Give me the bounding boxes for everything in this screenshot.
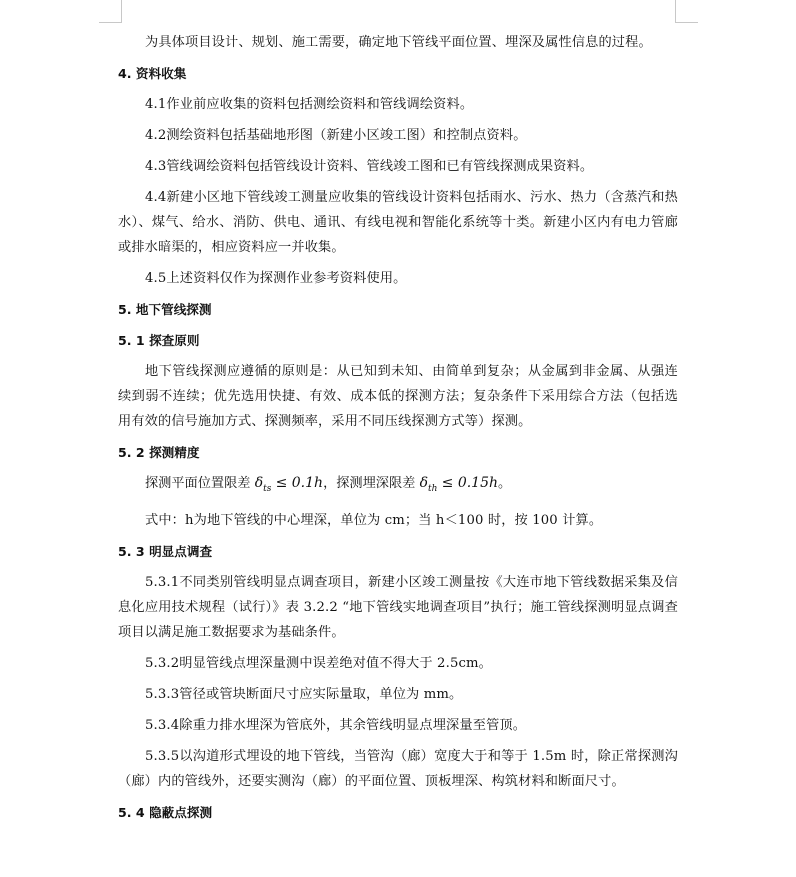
paragraph-5-3-1: 5.3.1不同类别管线明显点调查项目，新建小区竣工测量按《大连市地下管线数据采集及信息化应用技术规程（试行）》表 3.2.2 “地下管线实地调查项目”执行；施工管线探测明显点调查项目以满足施工数据要求为基础条件。 <box>118 574 678 640</box>
heading-5-4: 5. 4 隐蔽点探测 <box>118 804 213 820</box>
heading-5-1: 5. 1 探查原则 <box>118 333 200 348</box>
paragraph-4-1: 4.1作业前应收集的资料包括测绘资料和管线调绘资料。 <box>145 97 474 112</box>
formula-prefix: 探测平面位置限差 <box>145 476 251 491</box>
formula-symbol-1: $\delta_{ts}$ <box>254 475 272 494</box>
paragraph-4-4: 4.4新建小区地下管线竣工测量应收集的管线设计资料包括雨水、污水、热力（含蒸汽和热水）、煤气、给水、消防、供电、通讯、有线电视和智能化系统等十类。新建小区内有电力管廊或排水暗渠的，相应资料应一并收集。 <box>118 190 678 255</box>
formula-subscript-1: ts <box>263 483 272 494</box>
document-body <box>118 30 678 831</box>
formula-expression-1: ≤ 0.1h <box>275 475 324 491</box>
formula-end: 。 <box>498 476 512 491</box>
formula-expression-2: ≤ 0.15h <box>441 475 499 491</box>
formula-subscript-2: th <box>428 483 438 494</box>
paragraph-5-3-4: 5.3.4除重力排水埋深为管底外，其余管线明显点埋深量至管顶。 <box>145 717 527 733</box>
paragraph-5-1: 地下管线探测应遵循的原则是：从已知到未知、由简单到复杂；从金属到非金属、从强连续到弱不连续；优先选用快捷、有效、成本低的探测方法；复杂条件下采用综合方法（包括选用有效的信号施加方式、探测频率，采用不同压线探测方式等）探测。 <box>118 364 678 429</box>
paragraph-4-2: 4.2测绘资料包括基础地形图（新建小区竣工图）和控制点资料。 <box>145 128 527 143</box>
paragraph-5-3-2: 5.3.2明显管线点埋深量测中误差绝对值不得大于 2.5cm。 <box>145 655 493 671</box>
heading-5: 5. 地下管线探测 <box>118 302 212 317</box>
formula-line <box>118 471 678 502</box>
formula-middle: ，探测埋深限差 <box>323 476 416 491</box>
paragraph-5-3-3: 5.3.3管径或管块断面尺寸应实际量取，单位为 mm。 <box>145 686 463 702</box>
heading-5-3: 5. 3 明显点调查 <box>118 543 213 559</box>
heading-4: 4. 资料收集 <box>118 66 187 81</box>
paragraph-4-3: 4.3管线调绘资料包括管线设计资料、管线竣工图和已有管线探测成果资料。 <box>145 159 594 174</box>
formula-symbol-2: $\delta_{th}$ <box>419 475 438 494</box>
heading-5-2: 5. 2 探测精度 <box>118 445 200 460</box>
paragraph-5-2-note: 式中：h为地下管线的中心埋深，单位为 cm；当 h＜100 时，按 100 计算。 <box>145 512 603 528</box>
crop-mark-right <box>675 0 698 23</box>
paragraph-definition: 为具体项目设计、规划、施工需要，确定地下管线平面位置、埋深及属性信息的过程。 <box>145 35 652 50</box>
paragraph-5-3-5: 5.3.5以沟道形式埋设的地下管线，当管沟（廊）宽度大于和等于 1.5m 时，除正常探测沟（廊）内的管线外，还要实测沟（廊）的平面位置、顶板埋深、构筑材料和断面尺寸。 <box>118 748 678 789</box>
paragraph-4-5: 4.5上述资料仅作为探测作业参考资料使用。 <box>145 271 407 286</box>
crop-mark-left <box>99 0 122 23</box>
